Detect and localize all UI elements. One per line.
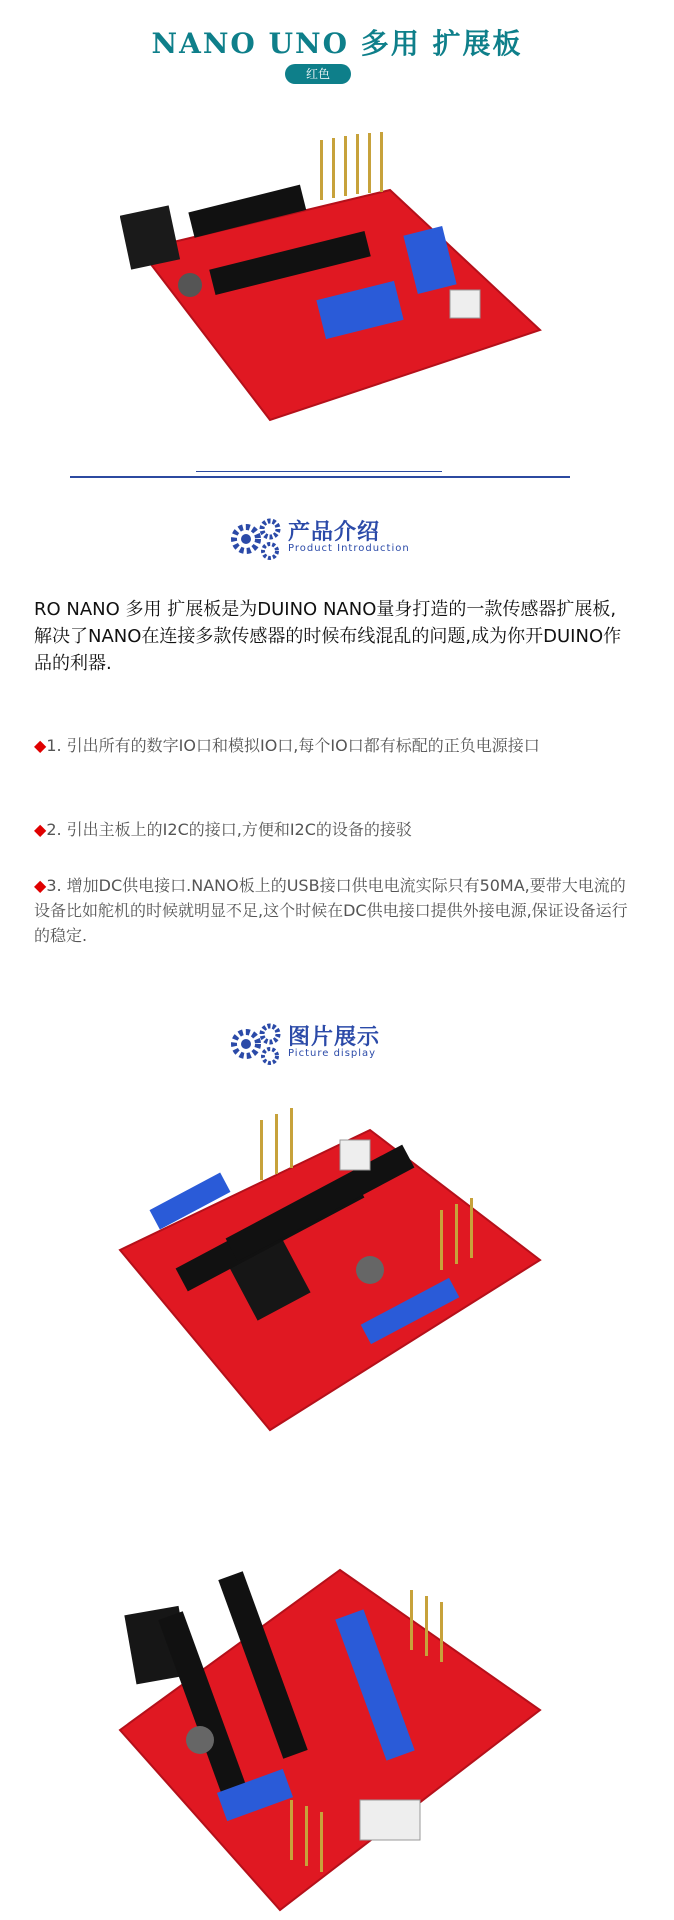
- board-photo-angle-2: [110, 1530, 550, 1920]
- intro-paragraph: RO NANO 多用 扩展板是为DUINO NANO量身打造的一款传感器扩展板,解决了NANO在连接多款传感器的时候布线混乱的问题,成为你开DUINO作品的利器.: [34, 599, 622, 674]
- section-heading-intro: [230, 515, 470, 563]
- divider-line: [70, 476, 570, 478]
- feature-text: 1. 引出所有的数字IO口和模拟IO口,每个IO口都有标配的正负电源接口: [46, 736, 540, 755]
- product-title: NANO UNO 多用 扩展板: [151, 27, 523, 60]
- diamond-bullet-icon: ◆: [34, 876, 47, 895]
- section-title-zh: 图片展示: [288, 1025, 381, 1050]
- divider-line: [196, 471, 442, 472]
- color-badge: 红色: [285, 64, 351, 84]
- section-title-en: Picture display: [288, 1048, 377, 1059]
- feature-text: 2. 引出主板上的I2C的接口,方便和I2C的设备的接驳: [46, 820, 412, 839]
- gears-icon: [230, 1022, 286, 1066]
- section-title-zh: 产品介绍: [288, 520, 381, 545]
- diamond-bullet-icon: ◆: [34, 736, 47, 755]
- feature-item: [34, 817, 634, 842]
- board-photo-top: [120, 130, 550, 450]
- diamond-bullet-icon: ◆: [34, 820, 47, 839]
- feature-item: [34, 733, 634, 758]
- feature-item: [34, 873, 634, 948]
- gears-icon: [230, 517, 286, 561]
- board-photo-angle-1: [110, 1100, 550, 1460]
- feature-text: 3. 增加DC供电接口.NANO板上的USB接口供电电流实际只有50MA,要带大电流的设备比如舵机的时候就明显不足,这个时候在DC供电接口提供外接电源,保证设备运行的稳定.: [34, 876, 628, 945]
- section-title-en: Product Introduction: [288, 543, 410, 554]
- section-heading-gallery: [230, 1020, 470, 1068]
